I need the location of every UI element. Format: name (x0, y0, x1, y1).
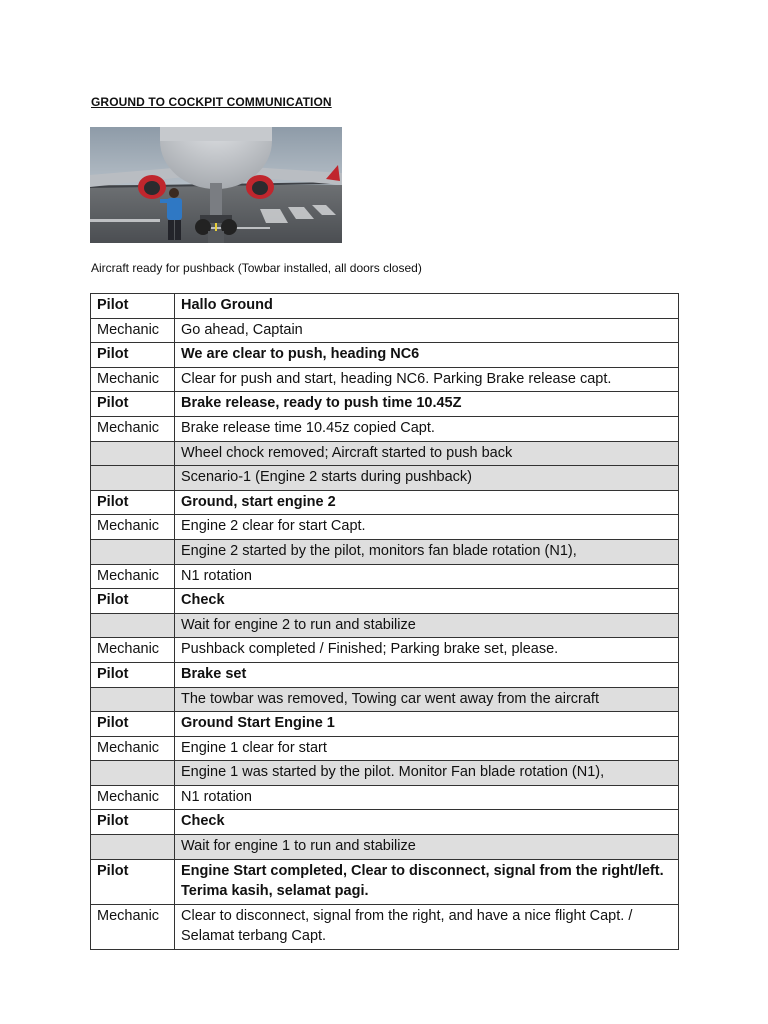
speaker-cell: Mechanic (91, 318, 175, 343)
speaker-cell: Pilot (91, 712, 175, 737)
aircraft-photo (90, 127, 342, 243)
message-cell: Ground, start engine 2 (175, 490, 679, 515)
message-cell: Ground Start Engine 1 (175, 712, 679, 737)
table-row (91, 539, 679, 564)
table-row (91, 761, 679, 786)
table-row (91, 835, 679, 860)
photo-caption: Aircraft ready for pushback (Towbar installed, all doors closed) (91, 261, 422, 275)
message-cell: Clear for push and start, heading NC6. Parking Brake release capt. (175, 367, 679, 392)
message-cell: Clear to disconnect, signal from the right, and have a nice flight Capt. / Selamat terbang Capt. (175, 904, 679, 949)
table-row (91, 859, 679, 904)
message-cell: Engine Start completed, Clear to disconnect, signal from the right/left. Terima kasih, selamat pagi. (175, 859, 679, 904)
speaker-cell: Pilot (91, 662, 175, 687)
table-row (91, 564, 679, 589)
speaker-cell: Pilot (91, 392, 175, 417)
table-row (91, 515, 679, 540)
table-row (91, 736, 679, 761)
communication-table-body (91, 294, 679, 950)
speaker-cell (91, 613, 175, 638)
table-row (91, 294, 679, 319)
speaker-cell (91, 441, 175, 466)
aircraft-nose-with-mechanic-photo (90, 127, 342, 243)
table-row (91, 416, 679, 441)
message-cell: The towbar was removed, Towing car went away from the aircraft (175, 687, 679, 712)
message-cell: Pushback completed / Finished; Parking brake set, please. (175, 638, 679, 663)
speaker-cell: Mechanic (91, 638, 175, 663)
message-cell: Engine 2 clear for start Capt. (175, 515, 679, 540)
table-row (91, 687, 679, 712)
message-cell: We are clear to push, heading NC6 (175, 343, 679, 368)
message-cell: Brake set (175, 662, 679, 687)
table-row (91, 810, 679, 835)
message-cell: Brake release time 10.45z copied Capt. (175, 416, 679, 441)
table-row (91, 662, 679, 687)
speaker-cell: Pilot (91, 490, 175, 515)
table-row (91, 441, 679, 466)
message-cell: Hallo Ground (175, 294, 679, 319)
speaker-cell: Mechanic (91, 564, 175, 589)
table-row (91, 712, 679, 737)
message-cell: Wait for engine 1 to run and stabilize (175, 835, 679, 860)
speaker-cell: Mechanic (91, 736, 175, 761)
speaker-cell (91, 539, 175, 564)
speaker-cell (91, 687, 175, 712)
message-cell: Wheel chock removed; Aircraft started to push back (175, 441, 679, 466)
table-row (91, 613, 679, 638)
message-cell: Brake release, ready to push time 10.45Z (175, 392, 679, 417)
message-cell: Scenario-1 (Engine 2 starts during pushback) (175, 466, 679, 491)
table-row (91, 638, 679, 663)
table-row (91, 490, 679, 515)
message-cell: Wait for engine 2 to run and stabilize (175, 613, 679, 638)
speaker-cell (91, 761, 175, 786)
table-row (91, 367, 679, 392)
table-row (91, 318, 679, 343)
speaker-cell: Pilot (91, 343, 175, 368)
table-row (91, 466, 679, 491)
speaker-cell (91, 835, 175, 860)
table-row (91, 785, 679, 810)
table-row (91, 343, 679, 368)
message-cell: Engine 1 clear for start (175, 736, 679, 761)
message-cell: N1 rotation (175, 785, 679, 810)
message-cell: Engine 2 started by the pilot, monitors fan blade rotation (N1), (175, 539, 679, 564)
table-row (91, 904, 679, 949)
speaker-cell (91, 466, 175, 491)
speaker-cell: Pilot (91, 859, 175, 904)
speaker-cell: Mechanic (91, 367, 175, 392)
speaker-cell: Mechanic (91, 416, 175, 441)
table-row (91, 392, 679, 417)
communication-table (90, 293, 679, 950)
speaker-cell: Pilot (91, 294, 175, 319)
speaker-cell: Mechanic (91, 785, 175, 810)
message-cell: Go ahead, Captain (175, 318, 679, 343)
speaker-cell: Mechanic (91, 904, 175, 949)
page-title: GROUND TO COCKPIT COMMUNICATION (91, 95, 332, 109)
table-row (91, 589, 679, 614)
message-cell: Check (175, 589, 679, 614)
speaker-cell: Pilot (91, 589, 175, 614)
message-cell: Check (175, 810, 679, 835)
speaker-cell: Pilot (91, 810, 175, 835)
message-cell: N1 rotation (175, 564, 679, 589)
message-cell: Engine 1 was started by the pilot. Monitor Fan blade rotation (N1), (175, 761, 679, 786)
speaker-cell: Mechanic (91, 515, 175, 540)
